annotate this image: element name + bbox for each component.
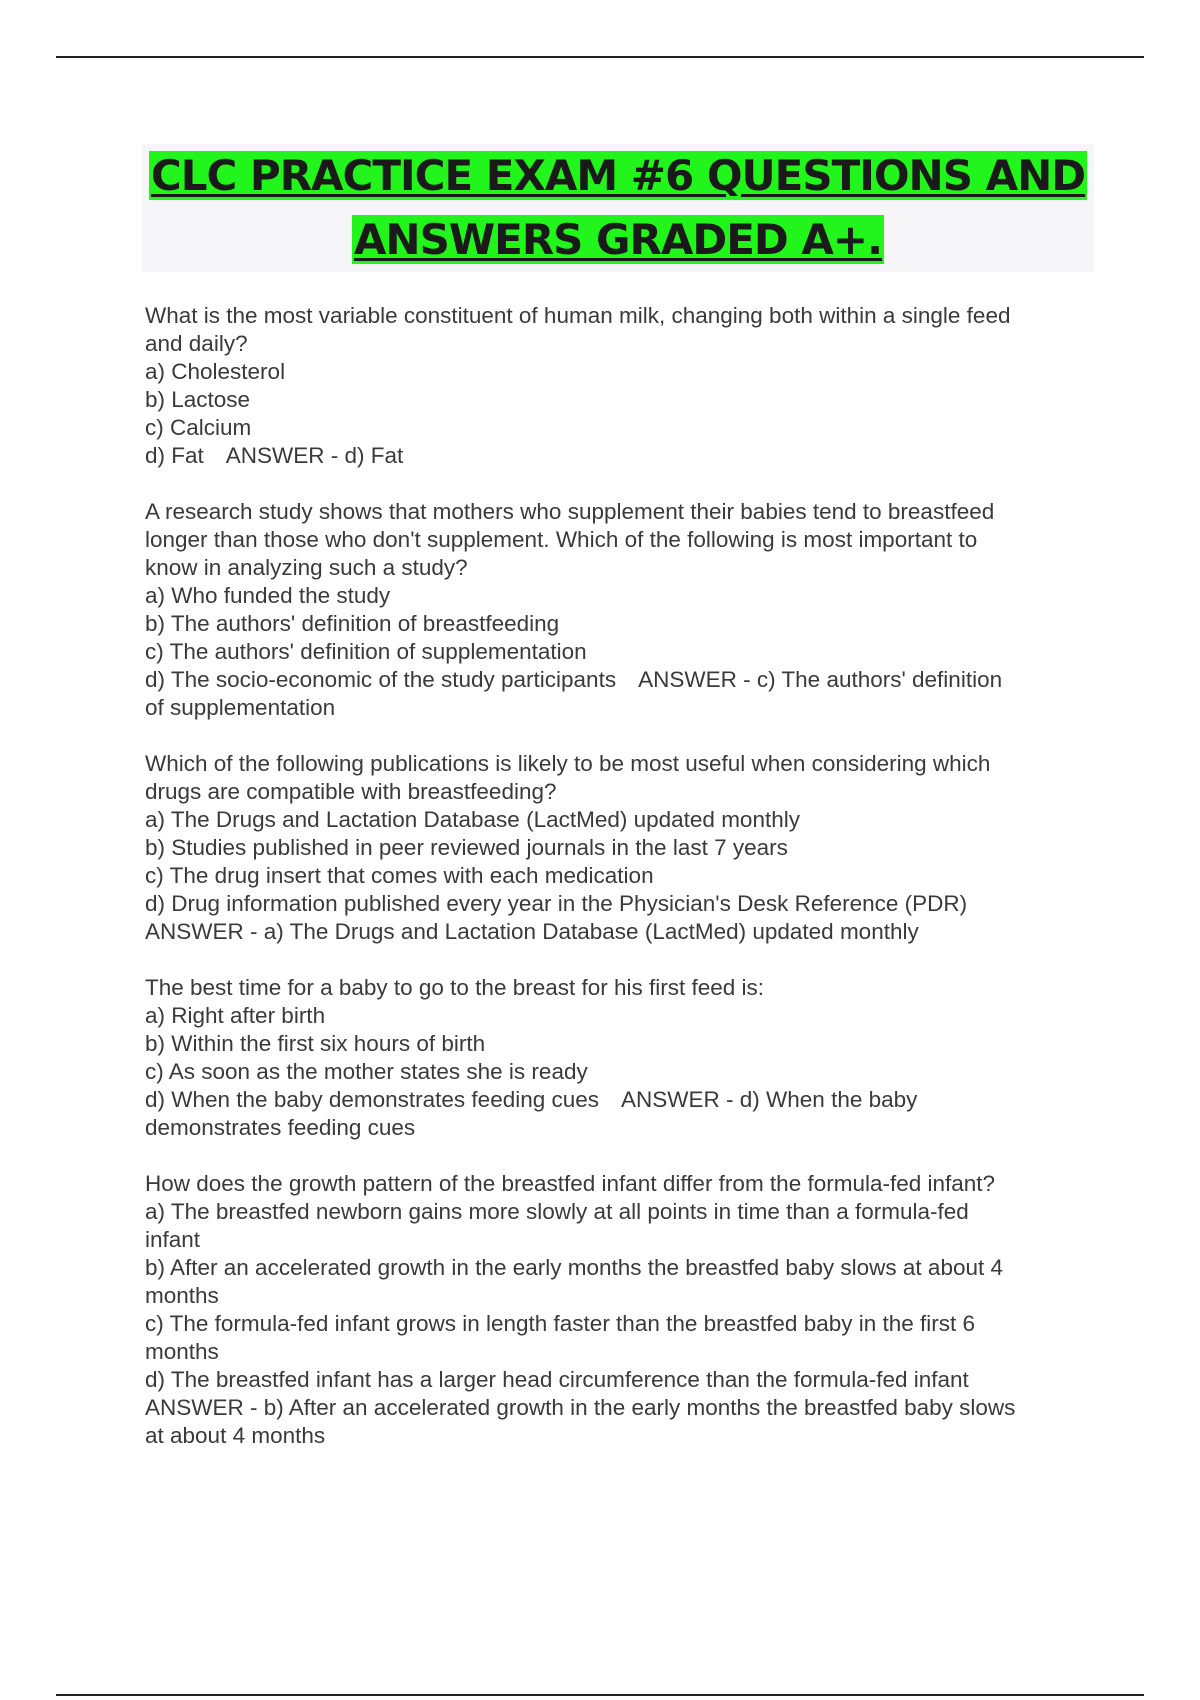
option-c: c) The drug insert that comes with each medication <box>145 863 654 888</box>
option-a: a) Right after birth <box>145 1003 326 1028</box>
title-banner <box>142 144 1094 272</box>
option-b: b) Lactose <box>145 387 251 412</box>
option-d-answer-line <box>145 666 1095 694</box>
option-b: b) Within the first six hours of birth <box>145 1031 486 1056</box>
answer-text: ANSWER - b) After an accelerated growth in the early months the breastfed baby slows <box>145 1395 1016 1420</box>
option-d: d) Drug information published every year in the Physician's Desk Reference (PDR) <box>145 891 968 916</box>
answer-text: ANSWER - a) The Drugs and Lactation Database (LactMed) updated monthly <box>145 919 919 944</box>
option-b: b) The authors' definition of breastfeeding <box>145 611 560 636</box>
question-text: and daily? <box>145 331 248 356</box>
question-block <box>145 1170 1095 1450</box>
option-c-cont: months <box>145 1339 219 1364</box>
option-c: c) Calcium <box>145 415 252 440</box>
answer-text: ANSWER - d) When the baby <box>621 1087 918 1112</box>
answer-continuation: demonstrates feeding cues <box>145 1115 416 1140</box>
question-text: know in analyzing such a study? <box>145 555 468 580</box>
option-b-cont: months <box>145 1283 219 1308</box>
document-title: CLC PRACTICE EXAM #6 QUESTIONS AND ANSWERS GRADED A+. <box>150 151 1086 264</box>
option-a: a) Cholesterol <box>145 359 286 384</box>
question-text: longer than those who don't supplement. Which of the following is most important to <box>145 527 978 552</box>
answer-continuation: of supplementation <box>145 695 336 720</box>
question-text: The best time for a baby to go to the breast for his first feed is: <box>145 975 765 1000</box>
question-block <box>145 498 1095 722</box>
option-d-answer-line <box>145 442 1095 470</box>
option-b: b) After an accelerated growth in the early months the breastfed baby slows at about 4 <box>145 1255 1003 1280</box>
question-block <box>145 750 1095 946</box>
question-text: drugs are compatible with breastfeeding? <box>145 779 557 804</box>
option-d-answer-line <box>145 1086 1095 1114</box>
option-d: d) Fat <box>145 443 204 468</box>
option-c: c) The formula-fed infant grows in length faster than the breastfed baby in the first 6 <box>145 1311 976 1336</box>
answer-text: ANSWER - c) The authors' definition <box>638 667 1003 692</box>
option-c: c) As soon as the mother states she is ready <box>145 1059 588 1084</box>
option-a: a) The breastfed newborn gains more slowly at all points in time than a formula-fed <box>145 1199 969 1224</box>
header-rule <box>56 56 1144 58</box>
option-b: b) Studies published in peer reviewed journals in the last 7 years <box>145 835 788 860</box>
option-a: a) The Drugs and Lactation Database (LactMed) updated monthly <box>145 807 800 832</box>
question-text: How does the growth pattern of the breastfed infant differ from the formula-fed infant? <box>145 1171 996 1196</box>
question-block <box>145 974 1095 1142</box>
option-d: d) The socio-economic of the study participants <box>145 667 617 692</box>
question-text: A research study shows that mothers who supplement their babies tend to breastfeed <box>145 499 995 524</box>
option-a: a) Who funded the study <box>145 583 391 608</box>
option-d: d) When the baby demonstrates feeding cues <box>145 1087 600 1112</box>
answer-continuation: at about 4 months <box>145 1423 326 1448</box>
answer-text: ANSWER - d) Fat <box>225 443 404 468</box>
option-d: d) The breastfed infant has a larger head circumference than the formula-fed infant <box>145 1367 969 1392</box>
question-text: Which of the following publications is likely to be most useful when considering which <box>145 751 991 776</box>
question-block <box>145 302 1095 470</box>
question-list <box>145 302 1095 1478</box>
option-a-cont: infant <box>145 1227 201 1252</box>
footer-rule <box>56 1694 1144 1696</box>
option-c: c) The authors' definition of supplementation <box>145 639 587 664</box>
question-text: What is the most variable constituent of human milk, changing both within a single feed <box>145 303 1011 328</box>
